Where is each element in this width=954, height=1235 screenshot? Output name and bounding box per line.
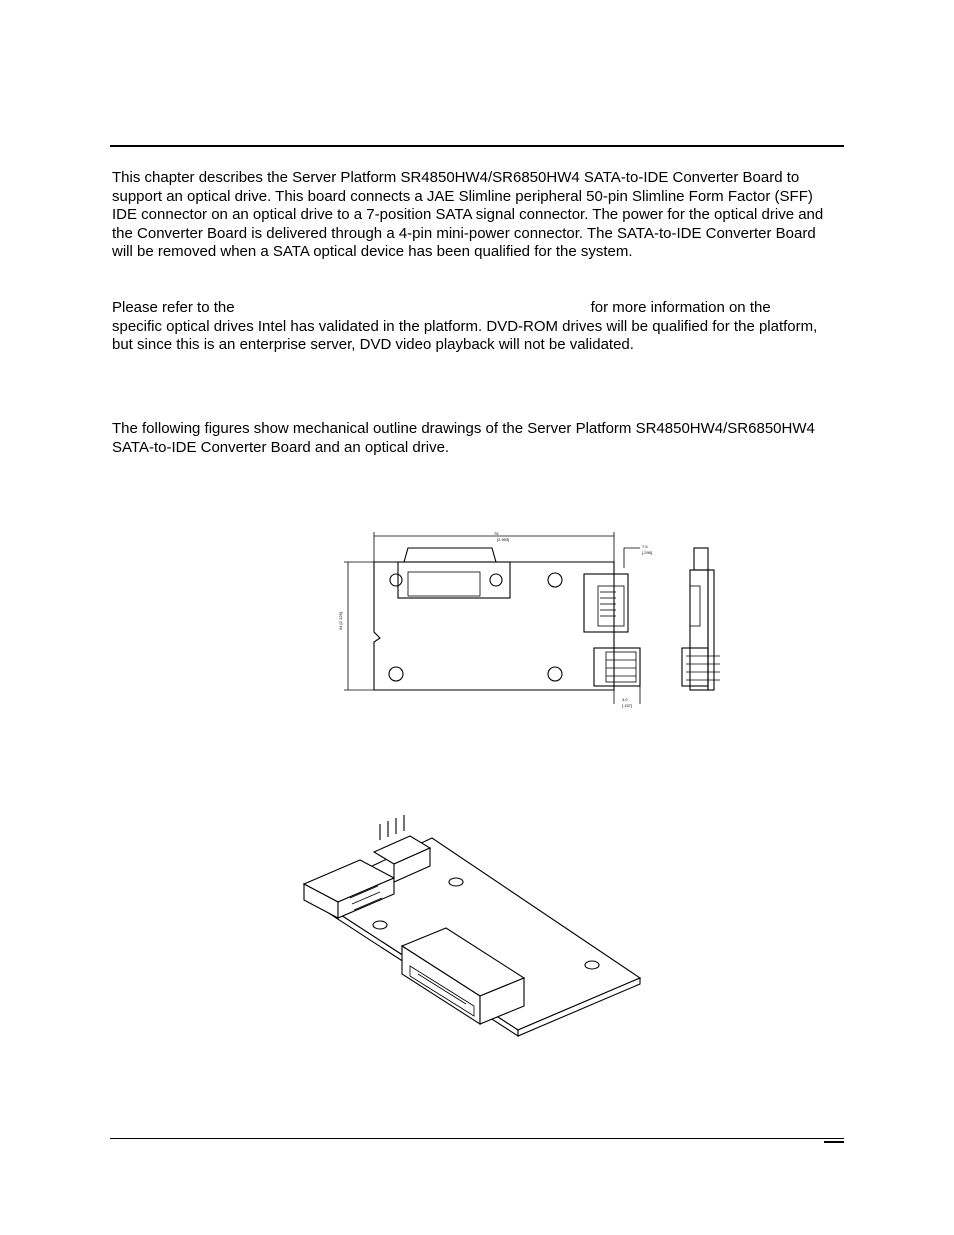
- svg-text:7.5: 7.5: [642, 544, 648, 549]
- svg-text:[2.953]: [2.953]: [497, 537, 510, 542]
- svg-text:4.0: 4.0: [622, 697, 628, 702]
- side-view-drawing: [682, 548, 720, 690]
- svg-text:54 [2.126]: 54 [2.126]: [338, 612, 343, 630]
- svg-text:[.295]: [.295]: [642, 550, 653, 555]
- footer-rule: [110, 1138, 844, 1139]
- intro-paragraph: This chapter describes the Server Platform SR4850HW4/SR6850HW4 SATA-to-IDE Converter Board to support an optical drive. This board connects a JAE Slimline peripheral 50-pin Slimline Form Factor (SFF) IDE connector on an optical drive to a 7-position SATA signal connector. The power for the optical drive and the Converter Board is delivered through a 4-pin mini-power connector. The SATA-to-IDE Converter Board will be removed when a SATA optical device has been qualified for the system.: [112, 169, 824, 261]
- figures-intro-paragraph: The following figures show mechanical outline drawings of the Server Platform SR4850HW4/SR6850HW4 SATA-to-IDE Converter Board and an optical drive.: [112, 420, 815, 456]
- svg-text:[.157]: [.157]: [622, 703, 633, 708]
- footer-tick: [824, 1141, 844, 1143]
- svg-text:75: 75: [494, 531, 499, 536]
- isometric-drawing: [304, 815, 640, 1036]
- reference-paragraph-end: for more information on the specific optical drives Intel has validated in the platform. DVD-ROM drives will be qualified for the platform, but since this is an enterprise server, DVD video playback will not be validated.: [112, 299, 818, 354]
- top-view-drawing: [338, 531, 652, 708]
- reference-paragraph-start: Please refer to the: [112, 299, 235, 316]
